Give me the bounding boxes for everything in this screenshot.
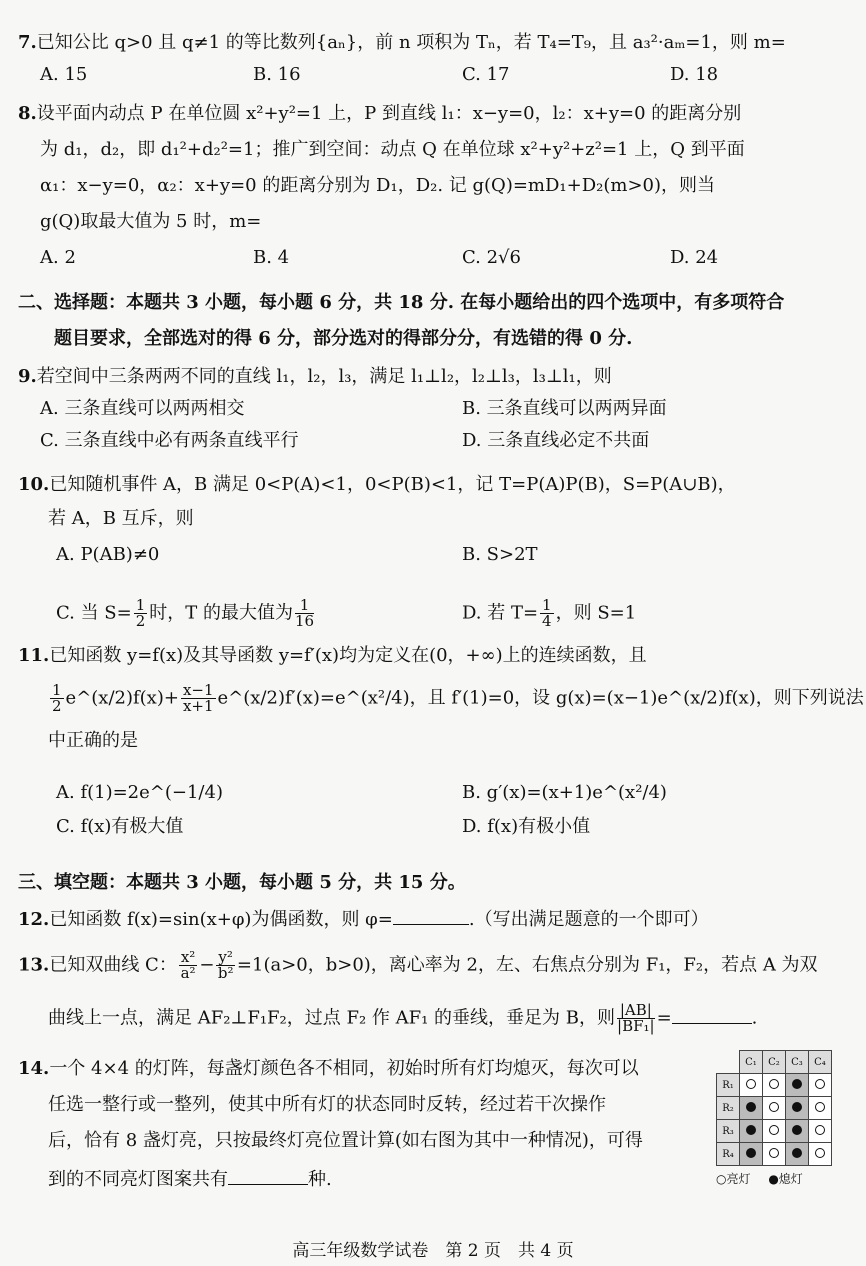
numerator: 1 (52, 681, 62, 699)
lamp-cell (740, 1143, 763, 1166)
question-text: 种. (308, 1169, 332, 1190)
question-line: 中正确的是 (48, 730, 138, 751)
section-3-header (18, 872, 852, 894)
denominator: |BF₁| (617, 1017, 655, 1035)
lamp-cell (786, 1074, 809, 1097)
grid-row (717, 1097, 832, 1120)
question-line: 为 d₁，d₂，即 d₁²+d₂²=1；推广到空间：动点 Q 在单位球 x²+y²+z²=1 上，Q 到平面 (40, 139, 745, 160)
question-11 (18, 645, 864, 840)
options (18, 544, 852, 568)
denominator: 2 (135, 612, 146, 630)
formula-text: e^(x/2)f′(x)=e^(x²/4)，且 f′(1)=0，设 g(x)=(x−1)e^(x/2)f(x)，则下列说法 (217, 687, 864, 709)
lamp-off-icon (746, 1102, 756, 1112)
options (18, 782, 852, 806)
question-line: 若 A，B 互斥，则 (48, 508, 194, 529)
option-a[interactable]: A. f(1)=2e^(−1/4) (56, 782, 223, 803)
option-a[interactable]: A. 15 (40, 64, 88, 85)
question-text: =1(a>0，b>0)，离心率为 2，左、右焦点分别为 F₁，F₂，若点 A 为双 (236, 954, 818, 976)
row-label: R₁ (717, 1074, 740, 1097)
question-text: 若空间中三条两两不同的直线 l₁，l₂，l₃，满足 l₁⊥l₂，l₂⊥l₃，l₃⊥l₁，则 (36, 366, 612, 387)
option-text: D. 若 T= (462, 602, 539, 624)
question-text: . (751, 1007, 758, 1029)
fraction (540, 598, 554, 629)
legend-on: ○亮灯 (716, 1172, 751, 1186)
lamp-cell (763, 1143, 786, 1166)
option-c[interactable]: C. f(x)有极大值 (56, 816, 184, 837)
question-number: 7. (18, 32, 37, 53)
question-line: 一个 4×4 的灯阵，每盏灯颜色各不相同，初始时所有灯均熄灭，每次可以 (49, 1058, 639, 1079)
legend-off: ●熄灯 (768, 1172, 803, 1186)
question-number: 8. (18, 103, 37, 124)
question-text: 曲线上一点，满足 AF₂⊥F₁F₂，过点 F₂ 作 AF₁ 的垂线，垂足为 B，则 (48, 1007, 616, 1029)
question-line: 后，恰有 8 盏灯亮，只按最终灯亮位置计算(如右图为其中一种情况)，可得 (48, 1130, 643, 1151)
option-d[interactable]: D. 24 (670, 247, 719, 268)
options (18, 247, 852, 271)
question-number: 12. (18, 909, 50, 930)
question-text: 已知双曲线 C： (49, 954, 177, 976)
question-7 (18, 32, 852, 88)
option-d[interactable]: D. f(x)有极小值 (462, 816, 591, 837)
section-2-header (18, 292, 852, 350)
numerator: 1 (542, 596, 552, 614)
denominator: x+1 (182, 697, 214, 715)
answer-blank[interactable] (672, 1005, 752, 1024)
fraction (134, 598, 148, 629)
option-a[interactable]: A. 2 (40, 247, 76, 268)
row-label: R₂ (717, 1097, 740, 1120)
lamp-on-icon (769, 1125, 779, 1135)
section-line: 二、选择题：本题共 3 小题，每小题 6 分，共 18 分. 在每小题给出的四个选项中，有多项符合 (18, 292, 785, 313)
question-number: 14. (18, 1058, 50, 1079)
lamp-on-icon (815, 1148, 825, 1158)
row-label: R₄ (717, 1143, 740, 1166)
option-d[interactable]: D. 18 (670, 64, 719, 85)
column-label: C₃ (786, 1051, 809, 1074)
lamp-on-icon (769, 1079, 779, 1089)
lamp-off-icon (746, 1148, 756, 1158)
lamp-off-icon (746, 1125, 756, 1135)
denominator: 2 (52, 697, 62, 715)
lamp-cell (809, 1120, 832, 1143)
question-9 (18, 366, 852, 454)
lamp-off-icon (792, 1148, 802, 1158)
lamp-cell (740, 1120, 763, 1143)
grid-row (717, 1074, 832, 1097)
options (18, 430, 852, 454)
option-c[interactable] (56, 598, 316, 629)
question-13 (18, 950, 852, 1034)
numerator: 1 (135, 596, 146, 614)
question-number: 9. (18, 366, 37, 387)
lamp-cell (786, 1097, 809, 1120)
question-line: 已知函数 y=f(x)及其导函数 y=f′(x)均为定义在(0，+∞)上的连续函数，且 (49, 645, 647, 666)
fraction (617, 1003, 655, 1034)
numerator: x−1 (182, 681, 214, 699)
question-14 (18, 1058, 706, 1191)
options (18, 816, 852, 840)
lamp-on-icon (746, 1079, 756, 1089)
option-b[interactable]: B. S>2T (462, 544, 538, 565)
fraction (179, 950, 197, 981)
fraction (295, 598, 314, 629)
option-b[interactable]: B. g′(x)=(x+1)e^(x²/4) (462, 782, 667, 803)
question-number: 10. (18, 474, 50, 495)
lamp-off-icon (792, 1079, 802, 1089)
numerator: 1 (295, 598, 314, 614)
question-12 (18, 906, 852, 931)
lamp-on-icon (815, 1102, 825, 1112)
question-line: α₁：x−y=0，α₂：x+y=0 的距离分别为 D₁，D₂. 记 g(Q)=mD₁+D₂(m>0)，则当 (40, 175, 716, 196)
denominator: b² (217, 964, 234, 982)
lamp-grid-figure (716, 1050, 848, 1187)
lamp-on-icon (769, 1102, 779, 1112)
option-c[interactable]: C. 17 (462, 64, 510, 85)
lamp-off-icon (792, 1102, 802, 1112)
denominator: 4 (542, 612, 552, 630)
fraction (50, 683, 64, 714)
question-number: 13. (18, 954, 50, 976)
page-footer: 高三年级数学试卷 第 2 页 共 4 页 (292, 1241, 574, 1261)
grid-legend (716, 1170, 848, 1187)
question-number: 11. (18, 645, 50, 666)
option-b[interactable]: B. 16 (253, 64, 301, 85)
option-d[interactable]: D. 三条直线必定不共面 (462, 430, 650, 451)
question-8 (18, 103, 852, 271)
grid-header-row (717, 1051, 832, 1074)
option-b[interactable]: B. 4 (253, 247, 290, 268)
lamp-cell (809, 1074, 832, 1097)
option-c[interactable]: C. 2√6 (462, 247, 521, 268)
option-text: ，则 S=1 (555, 602, 637, 624)
lamp-cell (809, 1143, 832, 1166)
lamp-cell (786, 1120, 809, 1143)
option-a[interactable]: A. 三条直线可以两两相交 (40, 398, 245, 419)
formula-text: e^(x/2)f(x)+ (65, 687, 179, 709)
denominator: a² (180, 964, 196, 982)
question-text: 到的不同亮灯图案共有 (48, 1169, 228, 1190)
options (18, 590, 852, 630)
question-text: .（写出满足题意的一个即可） (468, 909, 709, 930)
option-a[interactable]: A. P(AB)≠0 (56, 544, 160, 565)
question-text: 已知公比 q>0 且 q≠1 的等比数列{aₙ}，前 n 项积为 Tₙ，若 T₄=T₉，且 a₃²·aₘ=1，则 m= (36, 32, 786, 53)
lamp-cell (763, 1097, 786, 1120)
lamp-cell (809, 1097, 832, 1120)
options (18, 398, 852, 422)
lamp-on-icon (815, 1125, 825, 1135)
question-text: = (656, 1007, 672, 1029)
grid-row (717, 1120, 832, 1143)
column-label: C₂ (763, 1051, 786, 1074)
numerator: x² (180, 948, 196, 966)
answer-blank[interactable] (228, 1166, 308, 1185)
option-text: C. 当 S= (56, 602, 132, 624)
denominator: 16 (295, 612, 315, 630)
option-b[interactable]: B. 三条直线可以两两异面 (462, 398, 667, 419)
question-line (18, 681, 864, 715)
lamp-cell (740, 1074, 763, 1097)
option-d[interactable] (462, 598, 636, 629)
question-line: 已知随机事件 A，B 满足 0<P(A)<1，0<P(B)<1，记 T=P(A)P(B)，S=P(A∪B)， (49, 474, 736, 495)
lamp-off-icon (792, 1125, 802, 1135)
question-line: 设平面内动点 P 在单位圆 x²+y²=1 上，P 到直线 l₁：x−y=0，l₂：x+y=0 的距离分别 (36, 103, 742, 124)
section-line: 三、填空题：本题共 3 小题，每小题 5 分，共 15 分。 (18, 872, 466, 893)
option-text: 时，T 的最大值为 (149, 602, 293, 624)
option-c[interactable]: C. 三条直线中必有两条直线平行 (40, 430, 299, 451)
fraction (216, 950, 235, 981)
numerator: y² (218, 948, 233, 966)
question-line: g(Q)取最大值为 5 时，m= (40, 211, 262, 232)
lamp-grid (716, 1050, 832, 1166)
answer-blank[interactable] (393, 906, 469, 925)
lamp-on-icon (815, 1079, 825, 1089)
row-label: R₃ (717, 1120, 740, 1143)
question-10 (18, 474, 852, 630)
numerator: |AB| (617, 1003, 655, 1019)
lamp-on-icon (769, 1148, 779, 1158)
column-label: C₄ (809, 1051, 832, 1074)
lamp-cell (763, 1120, 786, 1143)
lamp-cell (763, 1074, 786, 1097)
grid-row (717, 1143, 832, 1166)
question-text: 已知函数 f(x)=sin(x+φ)为偶函数，则 φ= (49, 909, 393, 930)
fraction (181, 683, 216, 714)
column-label: C₁ (740, 1051, 763, 1074)
lamp-cell (740, 1097, 763, 1120)
lamp-cell (786, 1143, 809, 1166)
options (18, 64, 852, 88)
operator: − (199, 954, 215, 976)
question-line: 任选一整行或一整列，使其中所有灯的状态同时反转，经过若干次操作 (48, 1094, 606, 1115)
grid-corner (717, 1051, 740, 1074)
section-line: 题目要求，全部选对的得 6 分，部分选对的得部分分，有选错的得 0 分. (54, 328, 633, 349)
